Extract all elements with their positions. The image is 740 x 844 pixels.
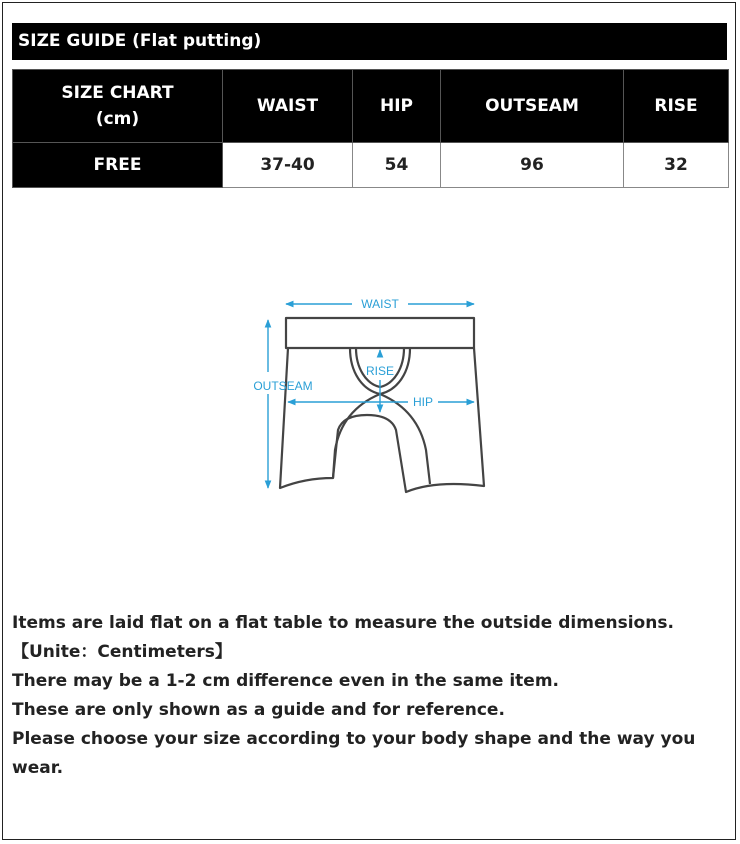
- size-label-cell: FREE: [13, 143, 223, 188]
- size-chart-header-unit: (cm): [95, 109, 140, 129]
- leg-seam-left-shape: [333, 394, 380, 478]
- rise-value-cell: 32: [624, 143, 729, 188]
- column-header-waist: WAIST: [223, 70, 353, 143]
- column-header-rise: RISE: [624, 70, 729, 143]
- measurement-lines: [268, 304, 474, 488]
- hip-value-cell: 54: [353, 143, 441, 188]
- table-header-row: [13, 70, 729, 143]
- column-header-outseam: OUTSEAM: [441, 70, 624, 143]
- column-header-hip: HIP: [353, 70, 441, 143]
- boxer-brief-measurement-diagram: [240, 290, 500, 505]
- waistband-shape: [286, 318, 474, 348]
- outseam-label: OUTSEAM: [253, 379, 313, 393]
- size-chart-header: [13, 70, 223, 143]
- waist-label: WAIST: [361, 297, 399, 311]
- note-line: Please choose your size according to your body shape and the way you wear.: [12, 729, 696, 778]
- hip-label: HIP: [412, 395, 434, 409]
- note-line: Items are laid flat on a flat table to measure the outside dimensions.【Unite：Centimeters】: [12, 613, 674, 662]
- note-line: There may be a 1-2 cm difference even in the same item.: [12, 671, 560, 691]
- size-chart-header-label: SIZE CHART: [61, 83, 174, 103]
- garment-outline: [280, 318, 484, 492]
- note-line: These are only shown as a guide and for reference.: [12, 700, 505, 720]
- waist-value-cell: 37-40: [223, 143, 353, 188]
- measurement-notes: [12, 609, 730, 783]
- rise-label: RISE: [365, 364, 395, 378]
- outseam-value-cell: 96: [441, 143, 624, 188]
- page-title: SIZE GUIDE (Flat putting): [12, 23, 727, 60]
- size-chart-table: [12, 69, 729, 188]
- table-row: [13, 143, 729, 188]
